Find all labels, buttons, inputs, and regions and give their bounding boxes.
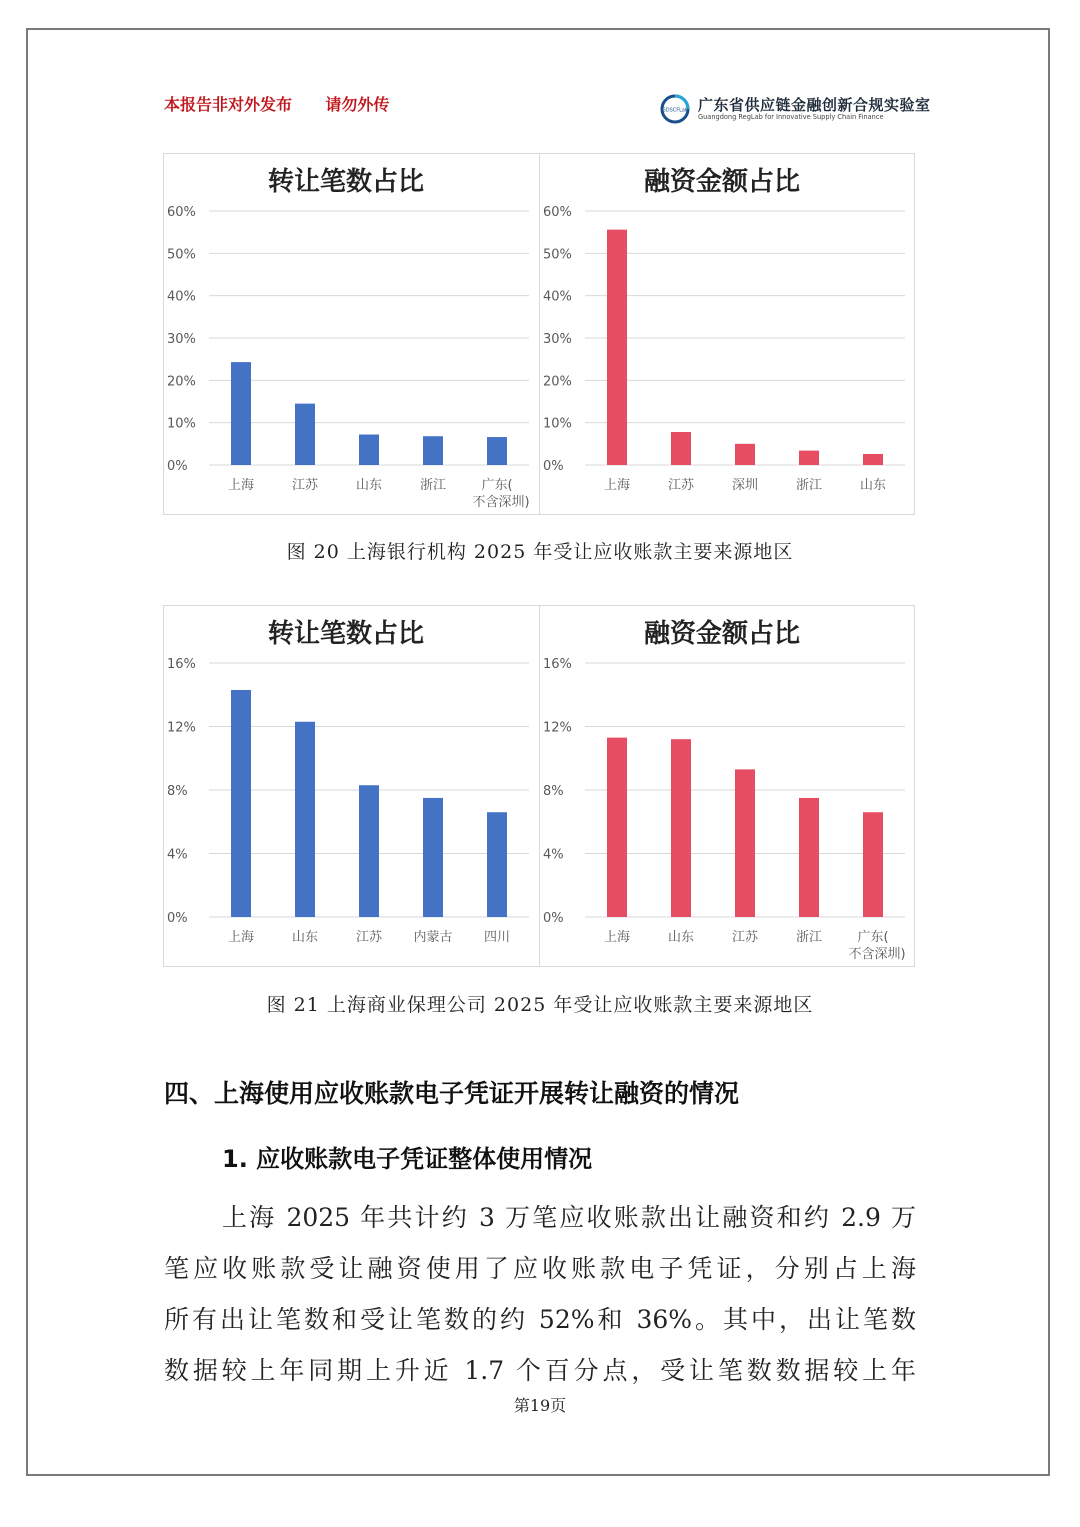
x-tick-label: 内蒙古 <box>413 930 453 945</box>
bar <box>487 437 507 465</box>
page-number: 第19页 <box>513 1396 567 1415</box>
x-tick-label-line: 广东( <box>481 478 513 493</box>
bar <box>359 785 379 917</box>
paragraph-line-3 <box>164 1300 916 1336</box>
paragraph-line-3-text: 所有出让笔数和受让笔数的约 52%和 36%。其中，出让笔数 <box>164 1305 916 1334</box>
y-tick-label: 30% <box>167 332 196 347</box>
figure-21-caption: 图 21 上海商业保理公司 2025 年受让应收账款主要来源地区 <box>266 994 814 1016</box>
x-tick-label: 浙江 <box>419 478 447 493</box>
lab-logo-icon <box>660 94 690 124</box>
x-tick-label: 四川 <box>483 930 511 945</box>
y-tick-label: 60% <box>543 205 572 220</box>
y-tick-label: 8% <box>543 784 564 799</box>
x-tick-label-line: 广东( <box>857 930 889 945</box>
bar <box>231 362 251 465</box>
confidential-notice: 本报告非对外发布 请勿外传 <box>164 95 390 114</box>
paragraph-line-4-text: 数据较上年同期上升近 1.7 个百分点，受让笔数数据较上年 <box>164 1356 916 1385</box>
y-tick-label: 12% <box>167 720 196 736</box>
bar <box>487 812 507 917</box>
y-tick-label: 50% <box>167 247 196 263</box>
bar <box>231 690 251 917</box>
logo-badge-text: GDSCFLab <box>661 107 689 114</box>
x-tick-label: 上海 <box>603 478 631 493</box>
x-tick-label: 上海 <box>603 930 631 945</box>
y-tick-label: 0% <box>167 459 188 474</box>
x-tick-label: 深圳 <box>731 478 759 493</box>
y-tick-label: 16% <box>167 657 196 672</box>
bar <box>607 230 627 465</box>
y-tick-label: 12% <box>543 720 572 736</box>
y-tick-label: 30% <box>543 332 572 347</box>
y-tick-label: 40% <box>543 289 572 305</box>
chart-transfer-count-banks <box>164 154 539 514</box>
y-tick-label: 0% <box>543 911 564 926</box>
chart-financing-amount-factoring <box>540 606 915 966</box>
x-tick-label: 江苏 <box>355 930 383 945</box>
chart-title: 转让笔数占比 <box>267 619 425 649</box>
y-tick-label: 50% <box>543 247 572 263</box>
logo-chinese-name: 广东省供应链金融创新合规实验室 <box>698 96 931 114</box>
y-tick-label: 8% <box>167 784 188 799</box>
bar <box>799 451 819 465</box>
y-tick-label: 0% <box>543 459 564 474</box>
figure-20-caption: 图 20 上海银行机构 2025 年受让应收账款主要来源地区 <box>286 541 794 563</box>
bar <box>295 404 315 465</box>
chart-title: 融资金额占比 <box>643 167 801 197</box>
chart-financing-amount-banks <box>540 154 915 514</box>
figure-20 <box>163 153 915 515</box>
x-tick-label-line: 不含深圳) <box>472 495 530 510</box>
bar <box>671 739 691 917</box>
x-tick-label: 山东 <box>667 930 695 945</box>
x-tick-label: 山东 <box>291 930 319 945</box>
paragraph-line-1 <box>164 1198 916 1234</box>
x-tick-label: 山东 <box>859 478 887 493</box>
y-tick-label: 40% <box>167 289 196 305</box>
bar <box>735 444 755 465</box>
lab-logo <box>660 92 931 128</box>
x-tick-label <box>472 478 529 510</box>
y-tick-label: 0% <box>167 911 188 926</box>
x-tick-label: 浙江 <box>795 478 823 493</box>
y-tick-label: 10% <box>543 416 572 432</box>
paragraph-line-1-text: 上海 2025 年共计约 3 万笔应收账款出让融资和约 2.9 万 <box>222 1203 916 1232</box>
y-tick-label: 10% <box>167 416 196 432</box>
figure-21 <box>163 605 915 967</box>
bar <box>607 738 627 917</box>
y-tick-label: 4% <box>167 847 188 863</box>
x-tick-label: 江苏 <box>291 478 319 493</box>
paragraph-line-4 <box>164 1351 916 1387</box>
y-tick-label: 60% <box>167 205 196 220</box>
x-tick-label-line: 不含深圳) <box>848 947 906 962</box>
chart-transfer-count-factoring <box>164 606 539 966</box>
bar <box>423 436 443 465</box>
x-tick-label: 江苏 <box>667 478 695 493</box>
x-tick-label: 江苏 <box>731 930 759 945</box>
bar <box>671 432 691 465</box>
x-tick-label: 山东 <box>355 478 383 493</box>
bar <box>295 722 315 917</box>
x-tick-label: 上海 <box>227 478 255 493</box>
bar <box>799 798 819 917</box>
chart-title: 融资金额占比 <box>643 619 801 649</box>
y-tick-label: 4% <box>543 847 564 863</box>
paragraph-line-2 <box>164 1249 916 1285</box>
x-tick-label: 浙江 <box>795 930 823 945</box>
logo-english-name: Guangdong RegLab for Innovative Supply Chain Finance <box>698 113 884 121</box>
paragraph-line-2-text: 笔应收账款受让融资使用了应收账款电子凭证，分别占上海 <box>164 1254 916 1283</box>
section-heading: 四、上海使用应收账款电子凭证开展转让融资的情况 <box>164 1079 740 1108</box>
chart-title: 转让笔数占比 <box>267 167 425 197</box>
y-tick-label: 20% <box>543 374 572 390</box>
bar <box>863 454 883 465</box>
bar <box>735 769 755 917</box>
x-tick-label: 上海 <box>227 930 255 945</box>
y-tick-label: 16% <box>543 657 572 672</box>
subsection-heading: 1. 应收账款电子凭证整体使用情况 <box>222 1145 593 1173</box>
y-tick-label: 20% <box>167 374 196 390</box>
bar <box>863 812 883 917</box>
x-tick-label <box>848 930 905 962</box>
bar <box>423 798 443 917</box>
bar <box>359 435 379 465</box>
